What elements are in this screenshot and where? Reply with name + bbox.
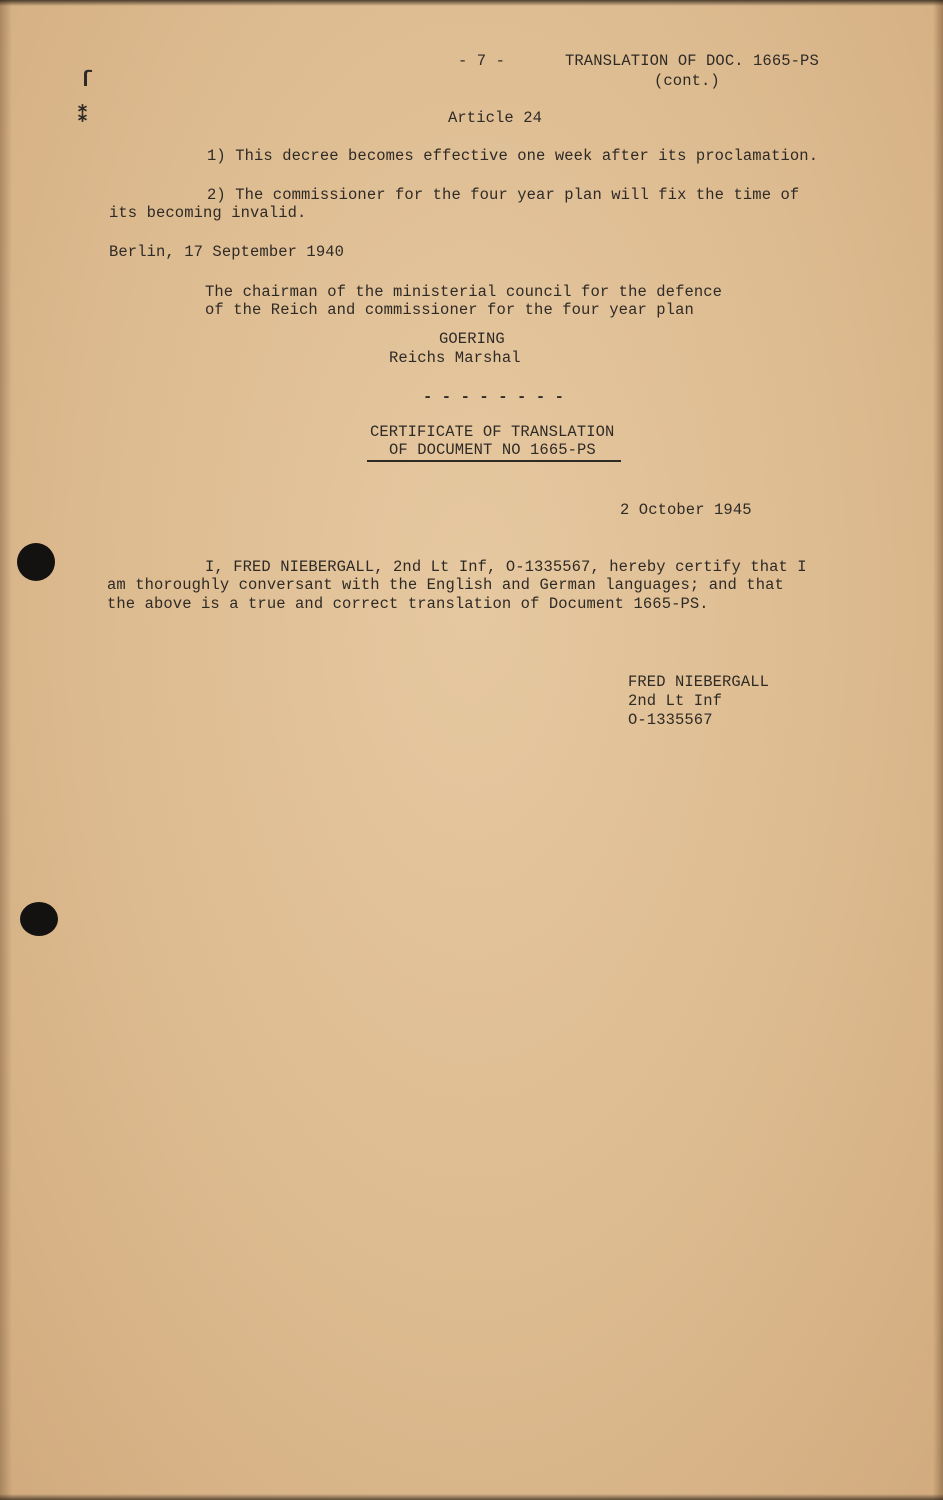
article-paragraph-2-cont: its becoming invalid. [109,204,307,222]
paper-bottom-edge [0,1494,943,1500]
page-number: - 7 - [458,52,506,70]
place-date: Berlin, 17 September 1940 [109,243,345,261]
certificate-underline [367,460,621,462]
certificate-body-line-3: the above is a true and correct translation of Document 1665-PS. [107,595,709,613]
signatory-line-1: The chairman of the ministerial council for the defence [205,283,723,301]
document-reference: TRANSLATION OF DOC. 1665-PS [565,52,819,70]
paper-left-edge [0,0,12,1500]
punch-hole-bottom [20,902,58,936]
punch-hole-top [17,543,55,581]
translator-serial: O-1335567 [628,711,713,729]
article-paragraph-2: 2) The commissioner for the four year plan will fix the time of [207,186,800,204]
certificate-body-line-2: am thoroughly conversant with the English and German languages; and that [107,576,784,594]
paper-right-edge [933,0,943,1500]
margin-mark: ⁑ [78,107,87,127]
margin-mark: ſ [80,68,94,93]
document-reference-cont: (cont.) [654,72,720,90]
paper-top-edge [0,0,943,6]
certificate-date: 2 October 1945 [620,501,752,519]
certificate-subtitle: OF DOCUMENT NO 1665-PS [389,441,596,459]
signatory-title: Reichs Marshal [389,349,521,367]
translator-name: FRED NIEBERGALL [628,673,770,691]
certificate-title: CERTIFICATE OF TRANSLATION [370,423,615,441]
translator-rank: 2nd Lt Inf [628,692,723,710]
signatory-name: GOERING [439,330,505,348]
certificate-body-line-1: I, FRED NIEBERGALL, 2nd Lt Inf, O-1335567, hereby certify that I [205,558,807,576]
article-paragraph-1: 1) This decree becomes effective one week after its proclamation. [207,147,819,165]
section-separator: - - - - - - - - [423,388,565,406]
signatory-line-2: of the Reich and commissioner for the four year plan [205,301,694,319]
article-title: Article 24 [448,109,543,127]
